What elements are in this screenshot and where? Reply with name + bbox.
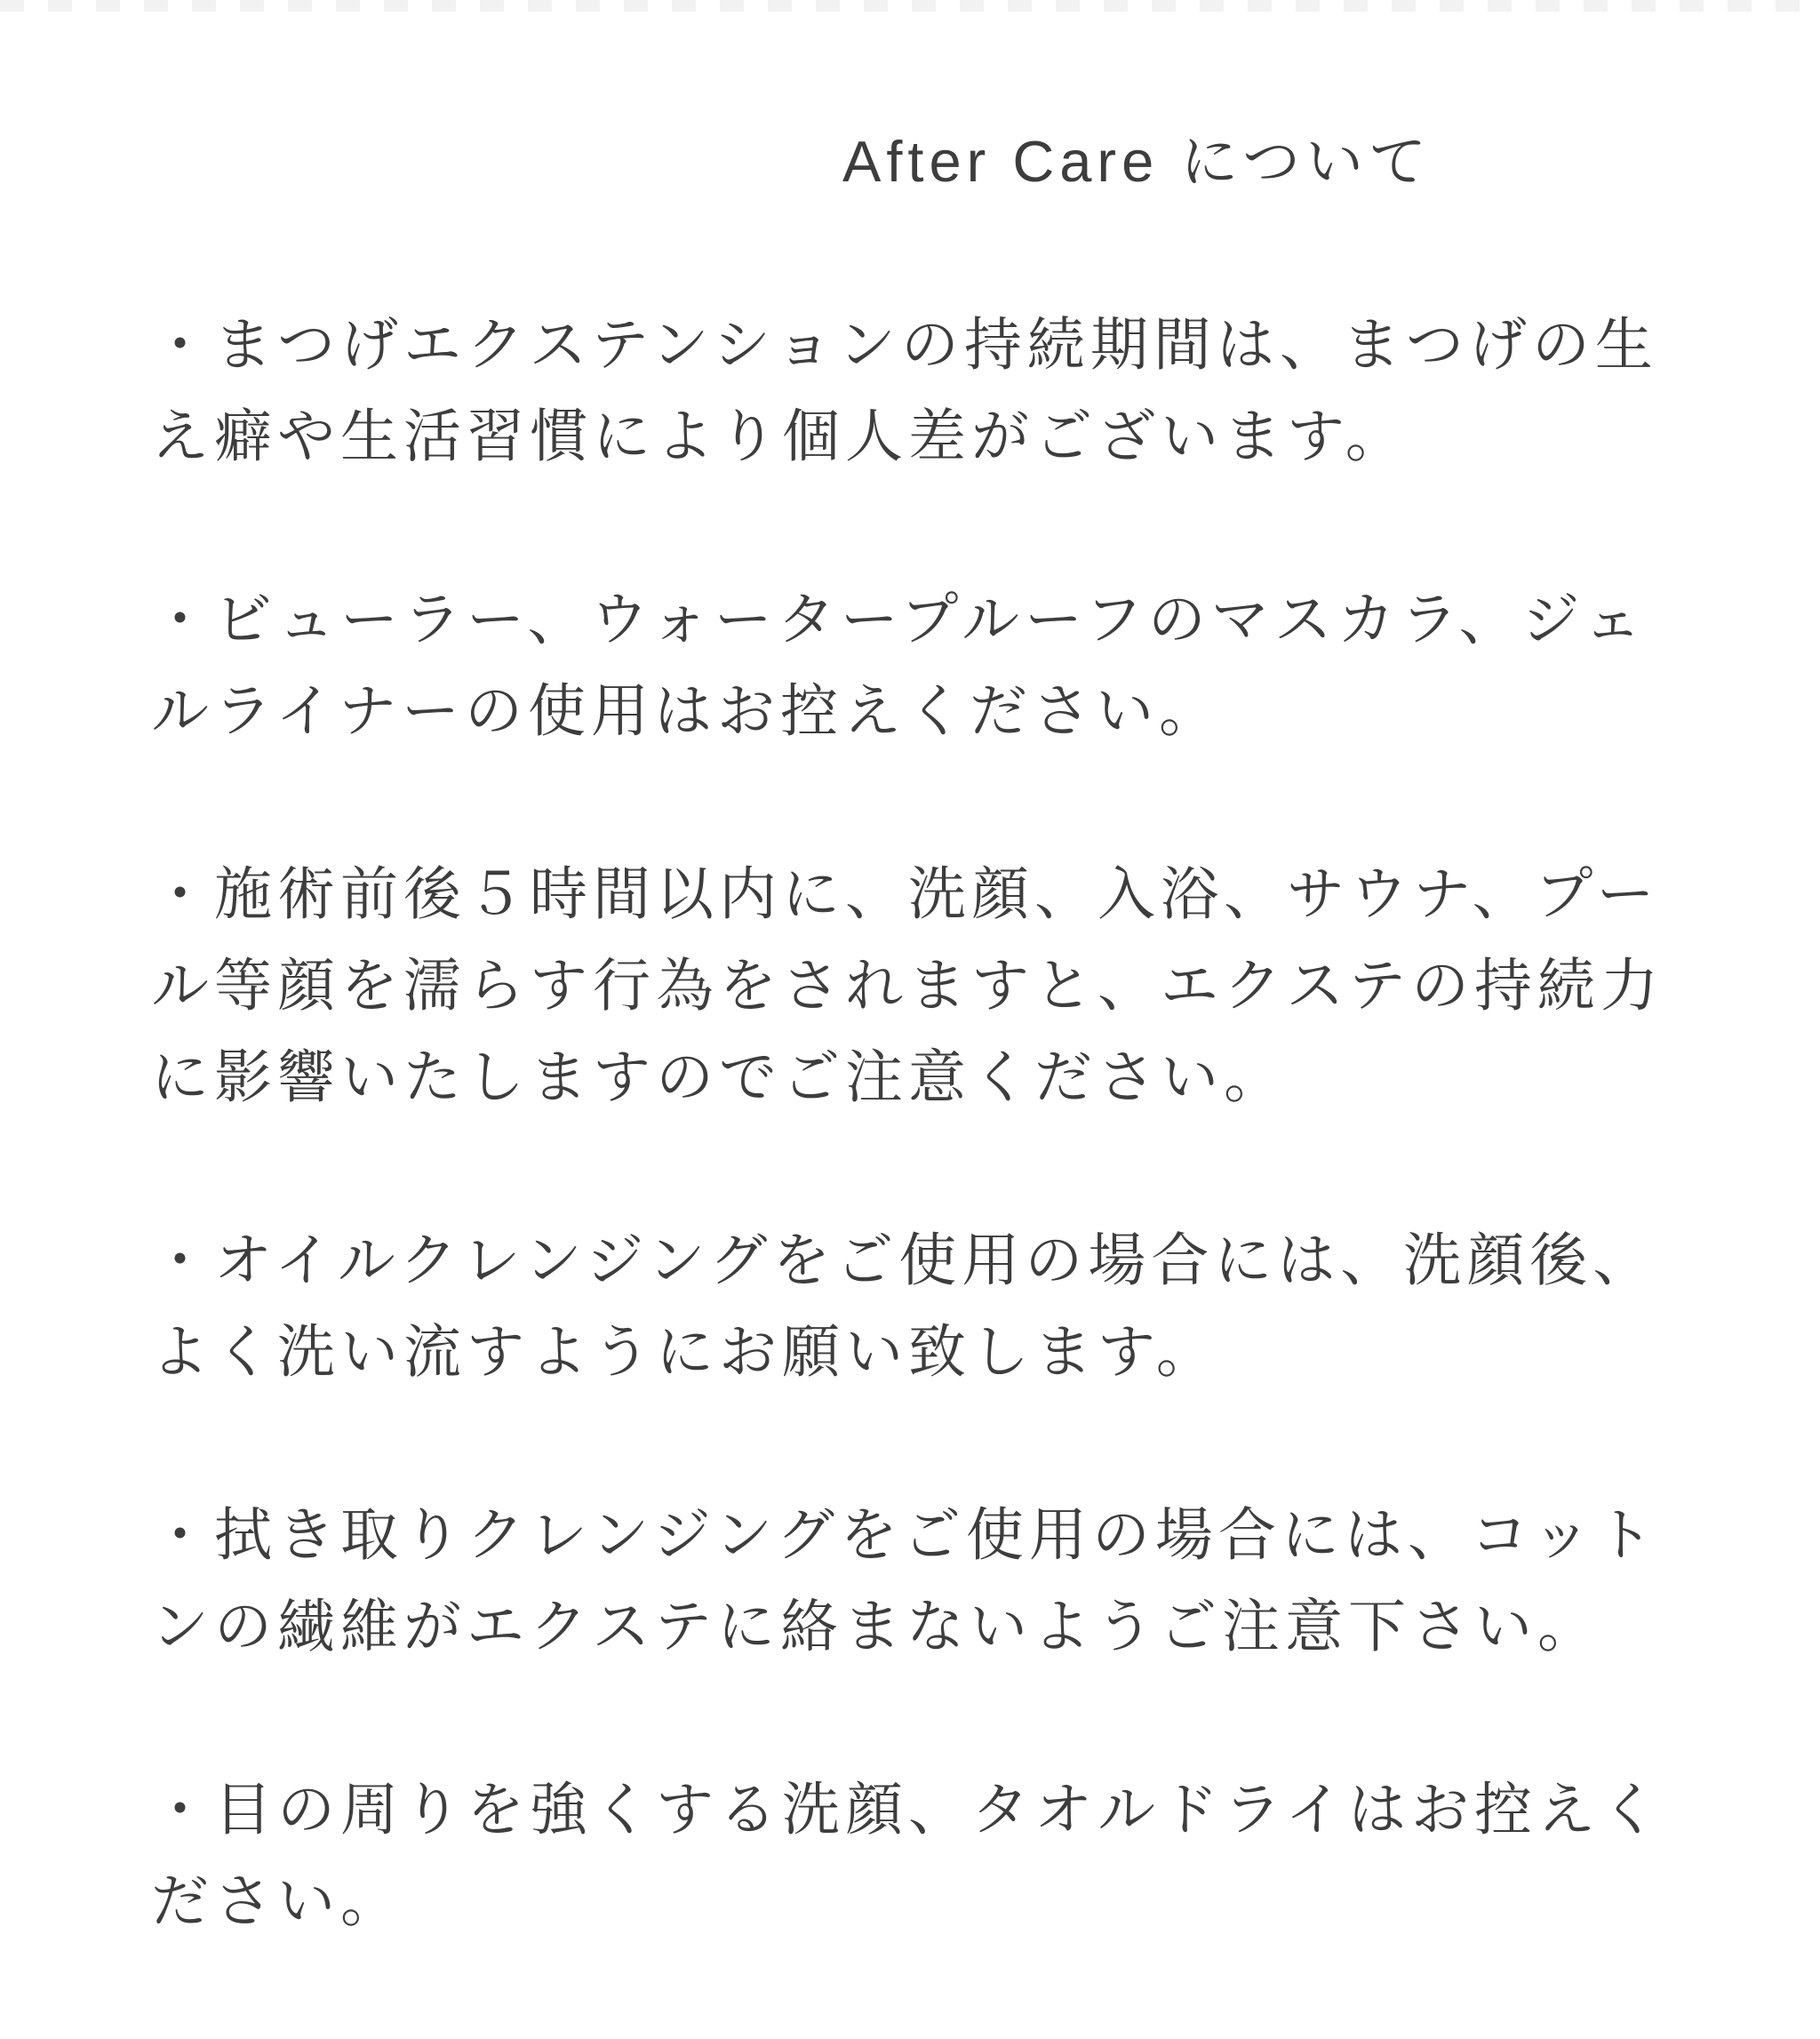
text-line: ・まつげエクステンションの持続期間は、まつげの生 bbox=[151, 312, 1658, 377]
paragraph-avoid-rubbing-towel-dry bbox=[151, 1763, 1683, 1947]
scan-artifact-strip bbox=[0, 0, 1820, 12]
text-line: よく洗い流すようにお願い致します。 bbox=[151, 1319, 1219, 1384]
document-body bbox=[151, 116, 1683, 1947]
text-line: に影響いたしますのでご注意ください。 bbox=[151, 1044, 1288, 1109]
text-line: ・ビューラー、ウォータープルーフのマスカラ、ジェ bbox=[151, 587, 1648, 652]
paragraph-oil-cleansing bbox=[151, 1214, 1683, 1397]
text-line: ださい。 bbox=[151, 1868, 404, 1933]
text-line: ・目の周りを強くする洗顔、タオルドライはお控えく bbox=[151, 1777, 1664, 1842]
text-line: ・施術前後５時間以内に、洗顔、入浴、サウナ、プー bbox=[151, 861, 1660, 926]
text-line: ンの繊維がエクステに絡まないようご注意下さい。 bbox=[151, 1594, 1601, 1659]
text-line: ルライナーの使用はお控えください。 bbox=[151, 678, 1223, 743]
text-line: ・オイルクレンジングをご使用の場合には、洗顔後、 bbox=[151, 1227, 1656, 1292]
paragraph-lash-duration bbox=[151, 299, 1683, 482]
page-title: After Care について bbox=[842, 129, 1432, 194]
text-line: え癖や生活習慣により個人差がございます。 bbox=[151, 404, 1409, 468]
text-line: ル等顔を濡らす行為をされますと、エクステの持続力 bbox=[151, 953, 1664, 1018]
paragraph-wipe-cleansing-cotton bbox=[151, 1489, 1683, 1672]
paragraph-avoid-water-5hours bbox=[151, 848, 1683, 1123]
paragraph-avoid-curler-mascara bbox=[151, 573, 1683, 756]
text-line: ・拭き取りクレンジングをご使用の場合には、コット bbox=[151, 1502, 1659, 1567]
